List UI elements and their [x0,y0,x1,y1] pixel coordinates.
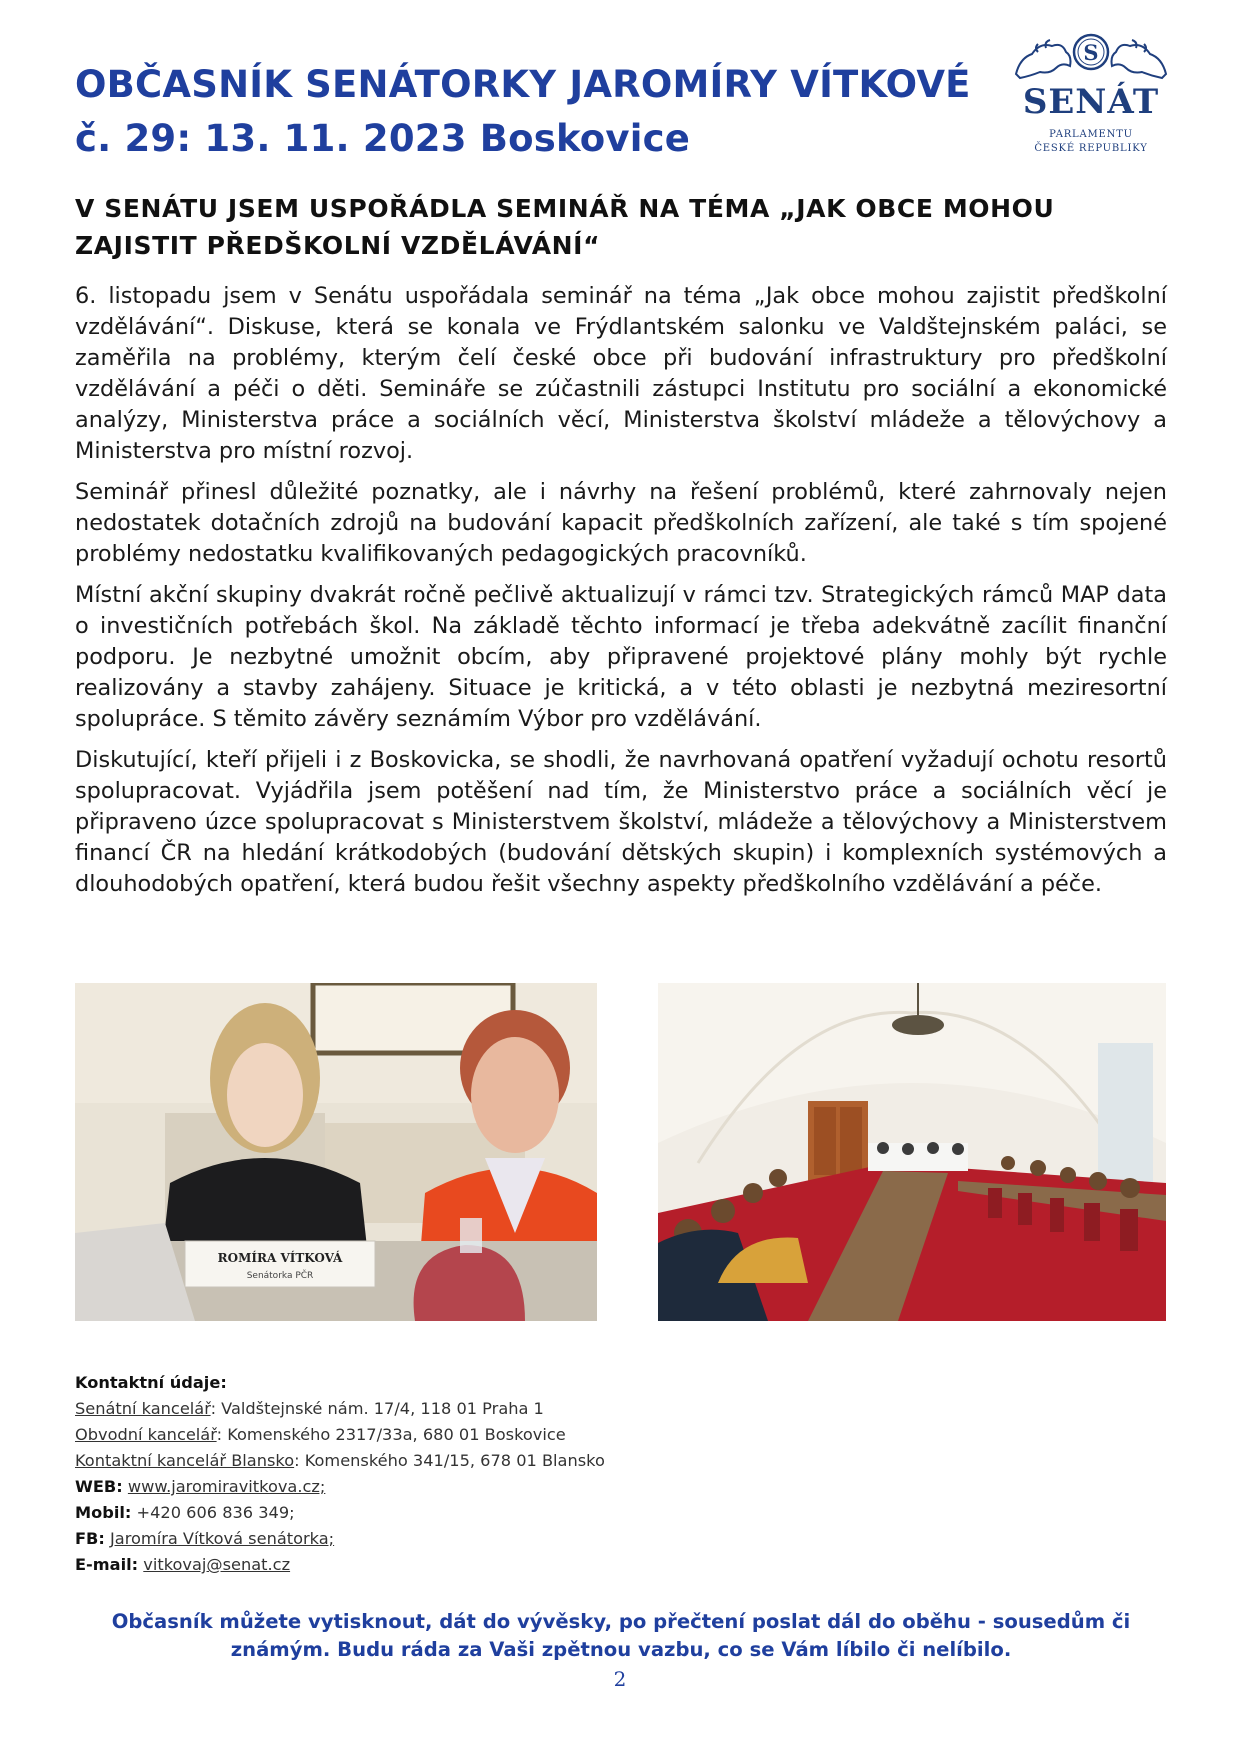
contact-office-label: Kontaktní kancelář Blansko [75,1451,295,1470]
web-label: WEB: [75,1477,123,1496]
district-office-label: Obvodní kancelář [75,1425,217,1444]
mobile-label: Mobil: [75,1503,132,1522]
facebook-link[interactable]: Jaromíra Vítková senátorka; [110,1529,335,1548]
contact-details [75,1370,775,1578]
article-heading: V SENÁTU JSEM USPOŘÁDLA SEMINÁŘ NA TÉMA „JAK OBCE MOHOU ZAJISTIT PŘEDŠKOLNÍ VZDĚLÁVÁNÍ“ [75,194,1055,260]
closing-note: Občasník můžete vytisknout, dát do vývěsky, po přečtení poslat dál do oběhu - sousedům či známým. Budu ráda za Vaši zpětnou vazbu, co se Vám líbilo či nelíbilo. [111,1610,1131,1661]
page-number: 2 [613,1667,627,1691]
contacts-heading: Kontaktní údaje: [75,1373,227,1392]
newsletter-title-line1: OBČASNÍK SENÁTORKY JAROMÍRY VÍTKOVÉ [75,63,971,106]
senate-emblem-icon [1010,28,1172,84]
logo-subtitle-line1: PARLAMENTU [1049,129,1133,140]
photo-seminar-room [658,983,1166,1321]
nameplate-title: Senátorka PČR [246,1271,314,1281]
mobile-number: +420 606 836 349; [136,1503,295,1522]
emblem-letter: S [1083,40,1099,65]
facebook-label: FB: [75,1529,105,1548]
newsletter-issue-line: č. 29: 13. 11. 2023 Boskovice [75,117,691,160]
article-paragraph-3: Místní akční skupiny dvakrát ročně pečlivě aktualizují v rámci tzv. Strategických rámců MAP data o investičních potřebách škol. Na základě těchto informací je třeba adekvátně zacílit finanční podporu. Je nezbytné umožnit obcím, aby připravené projektové plány mohly být rychle realizovány a stavby zahájeny. Situace je kritická, a v této oblasti je nezbytná meziresortní spolupráce. S těmito závěry seznámím Výbor pro vzdělávání. [75,582,1167,732]
contact-office-address: : Komenského 341/15, 678 01 Blansko [294,1451,605,1470]
email-label: E-mail: [75,1555,139,1574]
article-body [75,281,1167,910]
web-link[interactable]: www.jaromiravitkova.cz; [127,1477,326,1496]
article-paragraph-4: Diskutující, kteří přijeli i z Boskovicka, se shodli, že navrhovaná opatření vyžadují ochotu resortů spolupracovat. Vyjádřila jsem potěšení nad tím, že Ministerstvo práce a sociálních věcí je připraveno úzce spolupracovat s Ministerstvem školství, mládeže a tělovýchovy a Ministerstvem financí ČR na hledání krátkodobých (budování dětských skupin) i komplexních systémových a dlouhodobých opatření, která budou řešit všechny aspekty předškolního vzdělávání a péče. [75,747,1167,897]
district-office-address: : Komenského 2317/33a, 680 01 Boskovice [216,1425,566,1444]
article-paragraph-2: Seminář přinesl důležité poznatky, ale i návrhy na řešení problémů, které zahrnovaly nejen nedostatek dotačních zdrojů na budování kapacit předškolních zařízení, ale také s tím spojené problémy nedostatku kvalifikovaných pedagogických pracovníků. [75,479,1167,567]
article-paragraph-1: 6. listopadu jsem v Senátu uspořádala seminář na téma „Jak obce mohou zajistit předškolní vzdělávání“. Diskuse, která se konala ve Frýdlantském salonku ve Valdštejnském paláci, se zaměřila na problémy, kterým čelí české obce při budování infrastruktury pro předškolní vzdělávání a péči o děti. Semináře se zúčastnili zástupci Institutu pro sociální a ekonomické analýzy, Ministerstva práce a sociálních věcí, Ministerstva školství mládeže a tělovýchovy a Ministerstva pro místní rozvoj. [75,283,1167,464]
senate-office-label: Senátní kancelář [75,1399,211,1418]
logo-subtitle-line2: ČESKÉ REPUBLIKY [1034,143,1148,154]
senate-logo [1010,28,1172,158]
email-link[interactable]: vitkovaj@senat.cz [143,1555,291,1574]
logo-wordmark: SENÁT [1022,82,1160,122]
senate-office-address: : Valdštejnské nám. 17/4, 118 01 Praha 1 [210,1399,544,1418]
photo-seminar-speakers [75,983,597,1321]
newsletter-title [75,58,971,166]
nameplate-name: ROMÍRA VÍTKOVÁ [217,1251,343,1265]
